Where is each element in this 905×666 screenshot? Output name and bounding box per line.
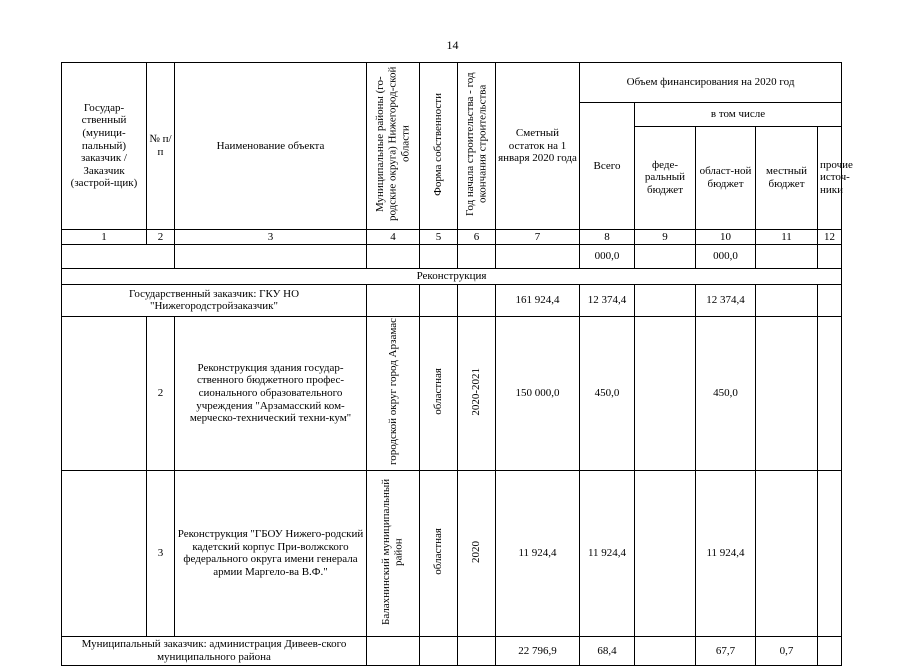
header-num: № п/ п <box>147 63 175 230</box>
col-number: 10 <box>696 229 756 245</box>
municipal-customer-total: 68,4 <box>580 637 635 665</box>
object-ownership: областная <box>432 368 445 415</box>
object-balance: 150 000,0 <box>496 316 580 470</box>
header-federal: феде-ральный бюджет <box>635 126 696 229</box>
object-name: Реконструкция "ГБОУ Нижего-родский кадетский корпус При-волжского федерального округа имени генерала армии Маргело-ва В.Ф." <box>175 470 367 637</box>
state-customer-name: Государственный заказчик: ГКУ НО "Нижегородстройзаказчик" <box>62 284 367 316</box>
object-years: 2020-2021 <box>470 367 483 416</box>
financing-table <box>61 62 853 666</box>
header-ownership-text: Форма собственности <box>432 92 445 196</box>
object-total: 450,0 <box>580 316 635 470</box>
section-title: Реконструкция <box>62 269 842 285</box>
object-regional: 450,0 <box>696 316 756 470</box>
header-years <box>458 63 496 230</box>
object-district: Балахнинский муниципальный район <box>380 478 405 625</box>
col-number: 1 <box>62 229 147 245</box>
header-including: в том числе <box>635 103 842 127</box>
header-districts-text: Муниципальные районы (го-родские округа) Нижегород-ской области <box>374 66 412 222</box>
table-row <box>62 470 842 637</box>
header-object: Наименование объекта <box>175 63 367 230</box>
state-customer-regional: 12 374,4 <box>696 284 756 316</box>
col-number: 6 <box>458 229 496 245</box>
municipal-customer-balance: 22 796,9 <box>496 637 580 665</box>
header-local: местный бюджет <box>756 126 818 229</box>
col-number: 12 <box>818 229 842 245</box>
header-districts <box>367 63 420 230</box>
col-number: 4 <box>367 229 420 245</box>
column-numbers-row <box>62 229 842 245</box>
object-regional: 11 924,4 <box>696 470 756 637</box>
carry-total: 000,0 <box>580 245 635 269</box>
table-row <box>62 316 842 470</box>
header-customer: Государ-ственный (муници-пальный) заказчик / Заказчик (застрой-щик) <box>62 63 147 230</box>
municipal-customer-local: 0,7 <box>756 637 818 665</box>
state-customer-total: 12 374,4 <box>580 284 635 316</box>
state-customer-balance: 161 924,4 <box>496 284 580 316</box>
object-num: 3 <box>147 470 175 637</box>
col-number: 11 <box>756 229 818 245</box>
header-total: Всего <box>580 103 635 230</box>
col-number: 2 <box>147 229 175 245</box>
col-number: 9 <box>635 229 696 245</box>
header-funding: Объем финансирования на 2020 год <box>580 63 842 103</box>
object-ownership: областная <box>432 528 445 575</box>
object-total: 11 924,4 <box>580 470 635 637</box>
header-years-text: Год начала строительства - год окончания строительства <box>463 72 489 216</box>
header-other: прочие источ-ники <box>818 126 842 229</box>
page-number: 14 <box>446 38 459 52</box>
object-balance: 11 924,4 <box>496 470 580 637</box>
object-years: 2020 <box>470 540 483 563</box>
col-number: 8 <box>580 229 635 245</box>
header-balance: Сметный остаток на 1 января 2020 года <box>496 63 580 230</box>
col-number: 3 <box>175 229 367 245</box>
object-name: Реконструкция здания государ-ственного бюджетного профес-сионального образовательного учреждения "Арзамасский ком-мерческо-технический техни-кум" <box>175 316 367 470</box>
object-num: 2 <box>147 316 175 470</box>
carry-over-row <box>62 245 842 269</box>
municipal-customer-name: Муниципальный заказчик: администрация Дивеев-ского муниципального района <box>62 637 367 665</box>
municipal-customer-row <box>62 637 842 665</box>
col-number: 5 <box>420 229 458 245</box>
object-district: городской округ город Арзамас <box>386 317 399 465</box>
header-ownership <box>420 63 458 230</box>
municipal-customer-regional: 67,7 <box>696 637 756 665</box>
carry-regional: 000,0 <box>696 245 756 269</box>
col-number: 7 <box>496 229 580 245</box>
state-customer-row <box>62 284 842 316</box>
header-regional: област-ной бюджет <box>696 126 756 229</box>
